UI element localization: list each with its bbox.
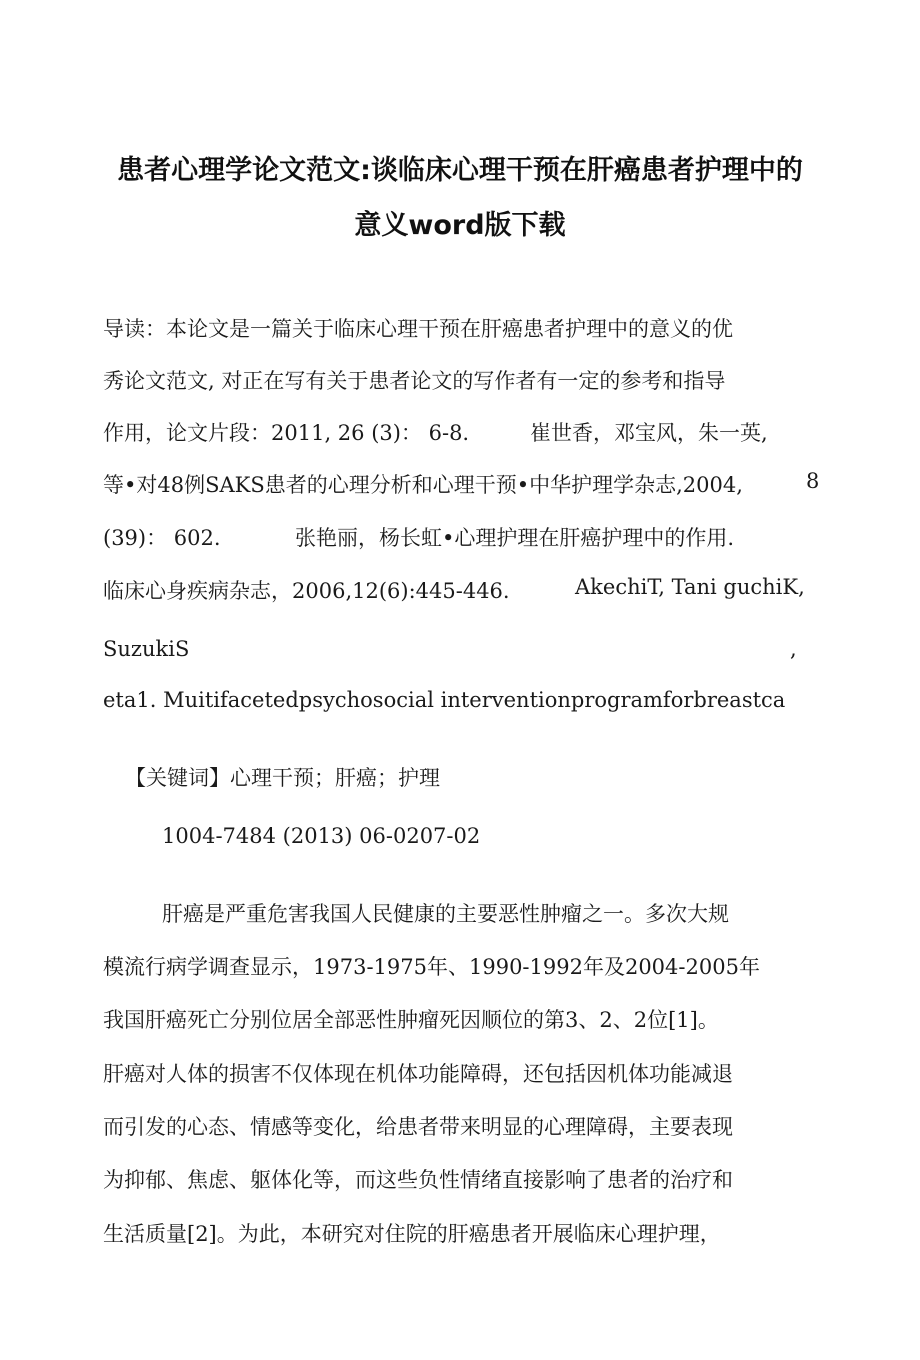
- intro-line-1: 导读：本论文是一篇关于临床心理干预在肝癌患者护理中的意义的优: [103, 317, 733, 341]
- body-line-2: 模流行病学调查显示，1973-1975年、1990-1992年及2004-2005年: [103, 955, 760, 979]
- keywords-line: 【关键词】心理干预；肝癌；护理: [125, 766, 440, 790]
- intro-line-6-right: AkechiT, Tani guchiK,: [575, 575, 805, 599]
- intro-line-3-left: 作用，论文片段：2011, 26 (3)： 6-8.: [103, 421, 470, 445]
- issn-line: 1004-7484 (2013) 06-0207-02: [162, 824, 481, 848]
- title-line-2: 意义word版下载: [354, 210, 566, 241]
- intro-line-3-right: 崔世香，邓宝风，朱一英,: [530, 421, 768, 445]
- intro-line-8: eta1. Muitifacetedpsychosocial interventionprogramforbreastca: [103, 688, 786, 712]
- intro-line-6-left: 临床心身疾病杂志，2006,12(6):445-446.: [103, 579, 510, 603]
- body-line-7: 生活质量[2]。为此，本研究对住院的肝癌患者开展临床心理护理，: [103, 1222, 721, 1246]
- intro-line-5-left: (39)： 602.: [103, 526, 221, 550]
- body-line-4: 肝癌对人体的损害不仅体现在机体功能障碍，还包括因机体功能减退: [103, 1062, 733, 1086]
- body-line-6: 为抑郁、焦虑、躯体化等，而这些负性情绪直接影响了患者的治疗和: [103, 1168, 733, 1192]
- intro-line-4-left: 等•对48例SAKS患者的心理分析和心理干预•中华护理学杂志,2004,: [103, 473, 743, 497]
- intro-line-2: 秀论文范文, 对正在写有关于患者论文的写作者有一定的参考和指导: [103, 369, 726, 393]
- intro-line-5-right: 张艳丽，杨长虹•心理护理在肝癌护理中的作用.: [295, 526, 735, 550]
- body-line-1: 肝癌是严重危害我国人民健康的主要恶性肿瘤之一。多次大规: [162, 902, 729, 926]
- body-line-5: 而引发的心态、情感等变化，给患者带来明显的心理障碍，主要表现: [103, 1115, 733, 1139]
- intro-line-7-right: ,: [790, 637, 797, 661]
- body-line-3: 我国肝癌死亡分别位居全部恶性肿瘤死因顺位的第3、2、2位[1]。: [103, 1008, 719, 1032]
- intro-line-7-left: SuzukiS: [103, 637, 190, 661]
- title-line-1: 患者心理学论文范文:谈临床心理干预在肝癌患者护理中的: [117, 155, 803, 186]
- intro-line-4-right: 8: [806, 469, 820, 493]
